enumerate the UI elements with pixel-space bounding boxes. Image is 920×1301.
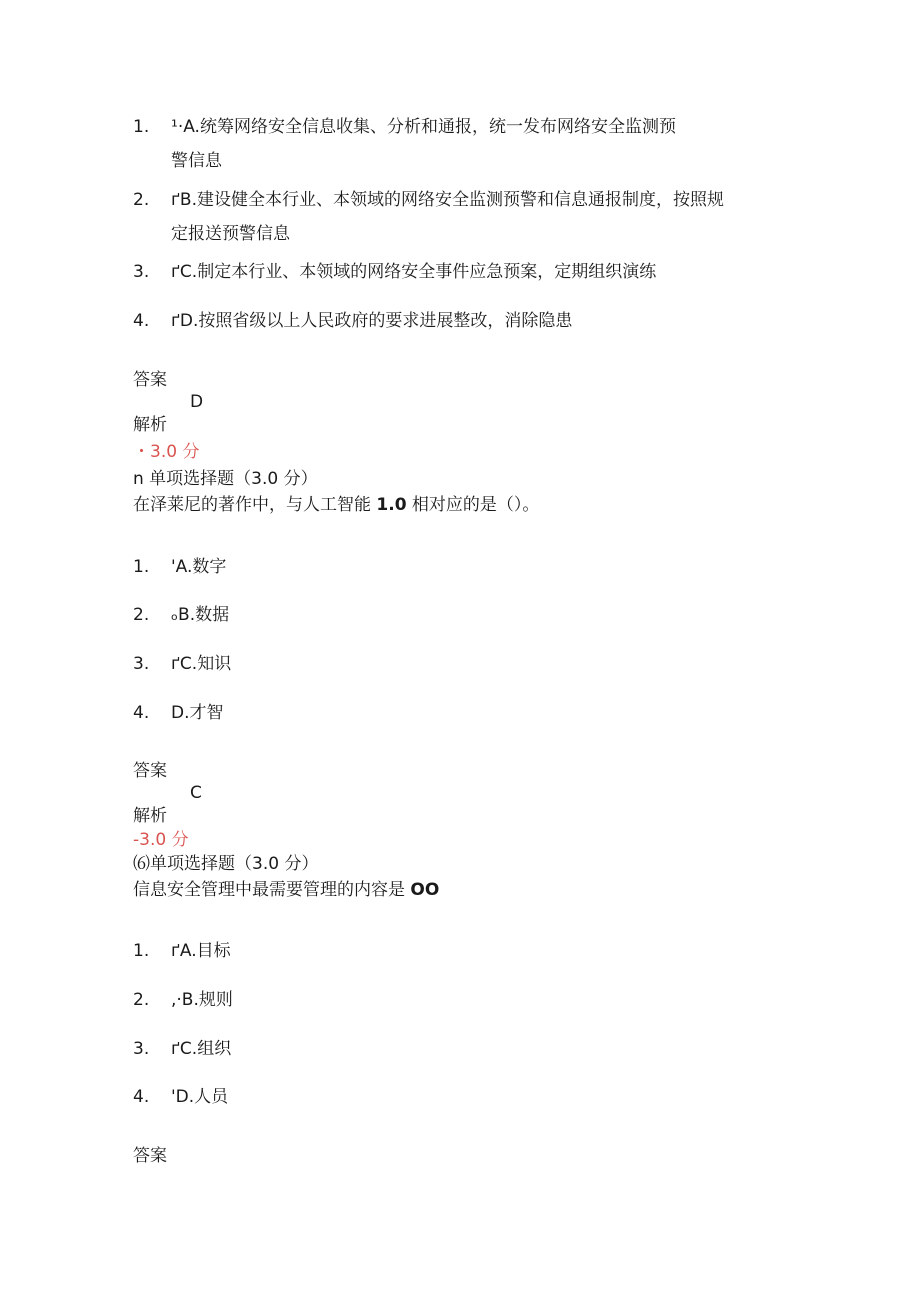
option-number: 1. (133, 941, 150, 961)
option-number: 1. (133, 557, 150, 577)
option-text: ґA.目标 (171, 941, 231, 961)
option-number: 2. (133, 990, 150, 1010)
score: ・3.0 分 (133, 442, 200, 462)
option-number: 4. (133, 311, 150, 331)
answer-value: C (190, 783, 202, 803)
option-text: ¹·A.统筹网络安全信息收集、分析和通报，统一发布网络安全监测预 (171, 117, 676, 137)
option-text: D.才智 (171, 703, 224, 723)
analysis-label: 解析 (133, 806, 167, 826)
option-number: 3. (133, 1039, 150, 1059)
score: -3.0 分 (133, 830, 189, 850)
option-text: ґB.建设健全本行业、本领域的网络安全监测预警和信息通报制度，按照规 (171, 190, 724, 210)
question-text: 信息安全管理中最需要管理的内容是 OO (133, 880, 440, 900)
option-number: 1. (133, 117, 150, 137)
answer-label: 答案 (133, 761, 167, 781)
option-number: 3. (133, 262, 150, 282)
question-header: ⑹单项选择题（3.0 分） (133, 854, 319, 874)
option-number: 4. (133, 703, 150, 723)
option-number: 2. (133, 190, 150, 210)
option-text: ґC.制定本行业、本领域的网络安全事件应急预案，定期组织演练 (171, 262, 657, 282)
option-text: ,·B.规则 (171, 990, 233, 1010)
option-text-continued: 定报送预警信息 (171, 224, 290, 244)
option-text: ґC.知识 (171, 654, 232, 674)
answer-label: 答案 (133, 370, 167, 390)
question-text: 在泽莱尼的著作中，与人工智能 1.0 相对应的是（）。 (133, 495, 540, 515)
option-number: 4. (133, 1087, 150, 1107)
question-header: n 单项选择题（3.0 分） (133, 469, 318, 489)
option-number: 3. (133, 654, 150, 674)
option-text-continued: 警信息 (171, 151, 222, 171)
answer-value: D (190, 392, 204, 412)
option-text: 'A.数字 (171, 557, 227, 577)
option-number: 2. (133, 605, 150, 625)
option-text: 'D.人员 (171, 1087, 229, 1107)
answer-label: 答案 (133, 1146, 167, 1166)
option-text: ₒB.数据 (171, 605, 230, 625)
option-text: ґD.按照省级以上人民政府的要求进展整改，消除隐患 (171, 311, 573, 331)
option-text: ґC.组织 (171, 1039, 232, 1059)
analysis-label: 解析 (133, 415, 167, 435)
